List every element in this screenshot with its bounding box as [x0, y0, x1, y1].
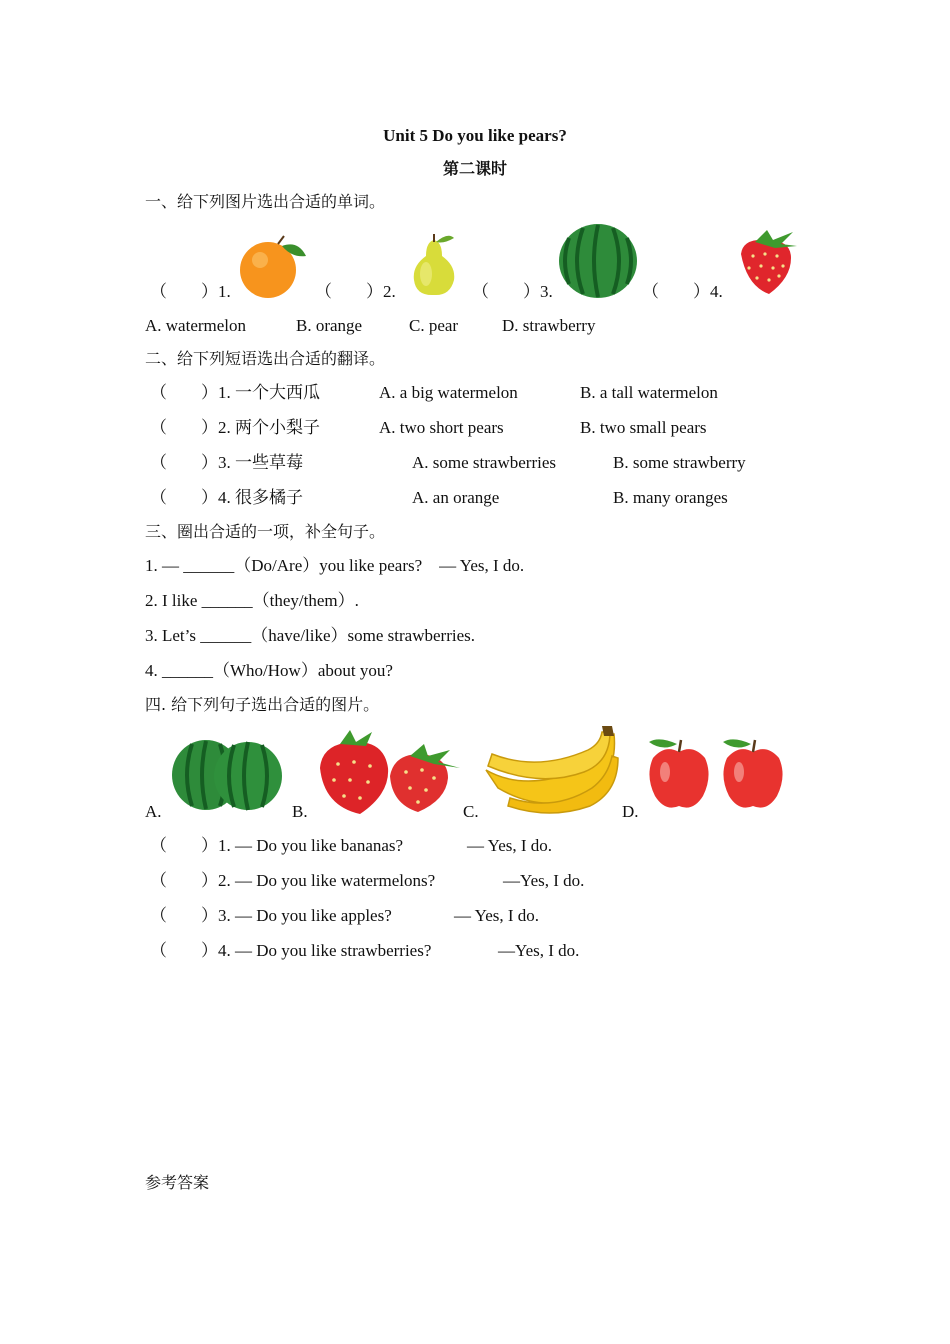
section2-row-3-question: （ ）3. 一些草莓 — [150, 453, 303, 472]
section4-row-4-answer: —Yes, I do. — [498, 941, 580, 960]
pear-icon — [408, 232, 460, 296]
section4-row-2-question: （ ）2. — Do you like watermelons? — [150, 871, 436, 890]
section4-picture-a-label: A. — [145, 802, 162, 821]
orange-icon — [238, 232, 310, 300]
section2-row-4-question: （ ）4. 很多橘子 — [150, 488, 303, 507]
section2-row-1-option-a: A. a big watermelon — [379, 383, 518, 402]
answers-label: 参考答案 — [145, 1173, 210, 1192]
section2-row-2-option-a: A. two short pears — [379, 418, 504, 437]
section1-option-a: A. watermelon — [145, 316, 247, 335]
section1-heading: 一、给下列图片选出合适的单词。 — [145, 192, 386, 211]
section2-row-1-question: （ ）1. 一个大西瓜 — [150, 383, 320, 402]
bananas-icon — [484, 726, 624, 818]
section4-heading: 四. 给下列句子选出合适的图片。 — [145, 695, 380, 714]
watermelon-icon — [557, 222, 639, 300]
page-title: Unit 5 Do you like pears? — [383, 126, 567, 145]
two-apples-icon — [645, 736, 789, 812]
section2-row-1-option-b: B. a tall watermelon — [580, 383, 718, 402]
section3-line-2: 2. I like ______（they/them）. — [145, 591, 359, 610]
section4-row-3-answer: — Yes, I do. — [454, 906, 540, 925]
section4-picture-c-label: C. — [463, 802, 479, 821]
section1-option-b: B. orange — [296, 316, 363, 335]
section1-item-3: （ ）3. — [472, 282, 553, 301]
two-strawberries-icon — [314, 728, 464, 818]
section3-line-4: 4. ______（Who/How）about you? — [145, 661, 393, 680]
section4-row-1-question: （ ）1. — Do you like bananas? — [150, 836, 404, 855]
page-subtitle: 第二课时 — [442, 159, 507, 178]
section3-line-1: 1. — ______（Do/Are）you like pears? — Yes, I do. — [145, 556, 525, 575]
section4-row-1-answer: — Yes, I do. — [467, 836, 553, 855]
section2-row-3-option-b: B. some strawberry — [613, 453, 746, 472]
section4-picture-b-label: B. — [292, 802, 308, 821]
section4-picture-d-label: D. — [622, 802, 639, 821]
strawberry-icon — [733, 226, 799, 298]
section2-row-3-option-a: A. some strawberries — [412, 453, 556, 472]
section2-row-2-option-b: B. two small pears — [580, 418, 707, 437]
section1-item-4: （ ）4. — [642, 282, 723, 301]
section4-row-4-question: （ ）4. — Do you like strawberries? — [150, 941, 432, 960]
section4-row-3-question: （ ）3. — Do you like apples? — [150, 906, 392, 925]
section1-option-c: C. pear — [409, 316, 459, 335]
section1-option-d: D. strawberry — [502, 316, 596, 335]
section3-heading: 三、圈出合适的一项，补全句子。 — [145, 522, 386, 541]
section3-line-3: 3. Let’s ______（have/like）some strawberries. — [145, 626, 476, 645]
section1-item-1: （ ）1. — [150, 282, 231, 301]
two-watermelons-icon — [170, 738, 284, 812]
section2-row-4-option-a: A. an orange — [412, 488, 500, 507]
section2-row-4-option-b: B. many oranges — [613, 488, 728, 507]
section2-heading: 二、给下列短语选出合适的翻译。 — [145, 349, 386, 368]
section2-row-2-question: （ ）2. 两个小梨子 — [150, 418, 320, 437]
section1-item-2: （ ）2. — [315, 282, 396, 301]
section4-row-2-answer: —Yes, I do. — [503, 871, 585, 890]
